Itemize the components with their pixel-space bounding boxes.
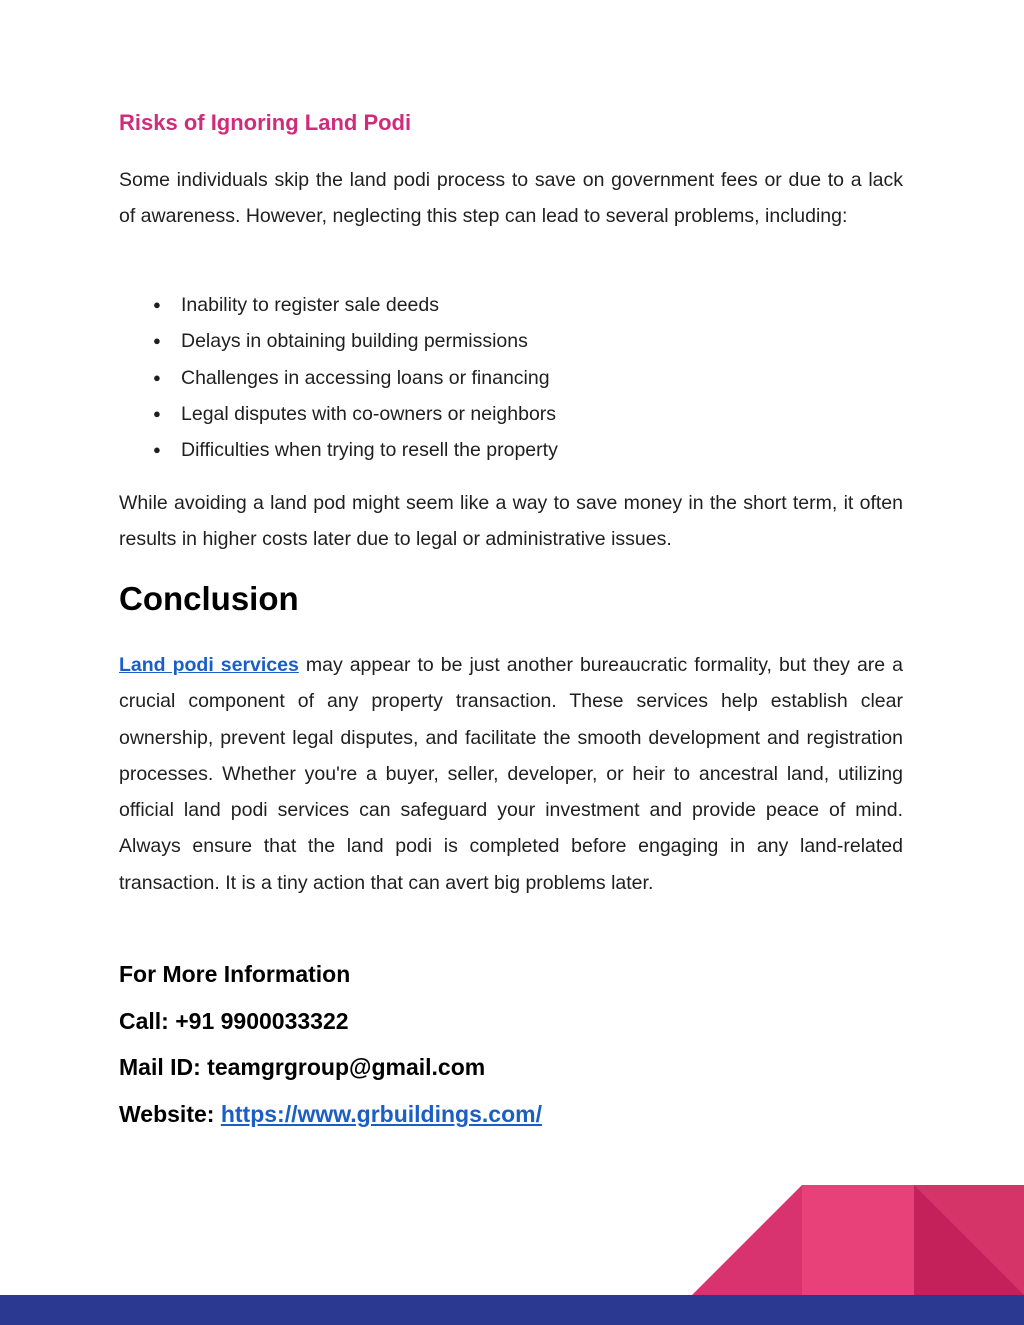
list-item xyxy=(119,396,903,432)
risks-heading: Risks of Ignoring Land Podi xyxy=(119,110,412,135)
list-item xyxy=(119,360,903,396)
conclusion-paragraph xyxy=(119,647,903,901)
conclusion-body-text: may appear to be just another bureaucratic formality, but they are a crucial component of any property transaction. These services help establish clear ownership, prevent legal disputes, and facilitate the smooth development and registration processes. Whether you're a buyer, seller, developer, or heir to ancestral land, utilizing official land podi services can safeguard your investment and provide peace of mind. Always ensure that the land podi is completed before engaging in any land-related transaction. It is a tiny action that can avert big problems later. xyxy=(119,654,903,894)
bullet-icon: ● xyxy=(153,405,161,421)
bullet-icon: ● xyxy=(153,369,161,385)
bullet-icon: ● xyxy=(153,333,161,349)
risks-closing-paragraph: While avoiding a land pod might seem like a way to save money in the short term, it often results in higher costs later due to legal or administrative issues. xyxy=(119,492,903,551)
decor-pink-left-triangle xyxy=(692,1185,802,1295)
bullet-icon: ● xyxy=(153,297,161,312)
list-item xyxy=(119,432,903,468)
list-item xyxy=(119,323,903,359)
land-podi-services-link[interactable]: Land podi services xyxy=(119,654,299,676)
list-item-text: Delays in obtaining building permissions xyxy=(181,330,528,353)
contact-website xyxy=(119,1099,542,1129)
contact-heading: For More Information xyxy=(119,961,351,987)
risks-intro-paragraph: Some individuals skip the land podi process to save on government fees or due to a lack of awareness. However, neglecting this step can lead to several problems, including: xyxy=(119,169,903,228)
contact-email: Mail ID: teamgrgroup@gmail.com xyxy=(119,1054,486,1080)
decor-pink-block xyxy=(802,1185,914,1295)
footer-bar xyxy=(0,1295,1024,1325)
decor-magenta-block xyxy=(914,1185,1024,1295)
list-item-text: Inability to register sale deeds xyxy=(181,294,439,316)
website-label: Website: xyxy=(119,1101,221,1127)
website-link[interactable]: https://www.grbuildings.com/ xyxy=(220,1101,542,1127)
list-item xyxy=(119,287,903,323)
bullet-icon: ● xyxy=(153,442,161,458)
conclusion-heading: Conclusion xyxy=(119,580,299,617)
risks-list xyxy=(119,287,903,468)
list-item-text: Legal disputes with co-owners or neighbors xyxy=(181,402,557,425)
decor-magenta-shadow xyxy=(914,1185,1024,1295)
list-item-text: Challenges in accessing loans or financing xyxy=(181,366,550,389)
contact-phone: Call: +91 9900033322 xyxy=(119,1008,349,1034)
list-item-text: Difficulties when trying to resell the property xyxy=(181,439,558,462)
